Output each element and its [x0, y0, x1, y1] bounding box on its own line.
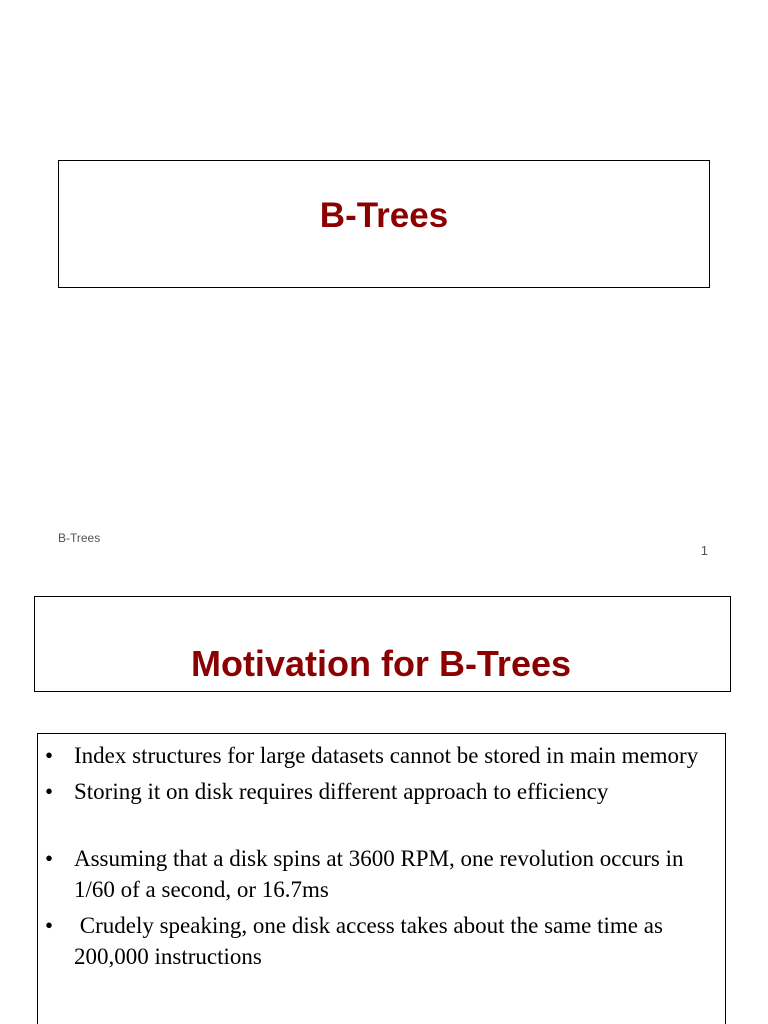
bullet-icon: • [45, 779, 54, 804]
bullet-icon: • [45, 913, 54, 938]
bullet-text-1: Index structures for large datasets cannot be stored in main memory [74, 743, 699, 768]
slide1-footer-label: B-Trees [58, 531, 101, 545]
bullet-icon: • [45, 743, 54, 768]
bullet-text-4: Crudely speaking, one disk access takes about the same time as 200,000 instructions [74, 913, 669, 969]
slide1-page-number: 1 [700, 543, 708, 558]
bullet-item-3 [42, 843, 712, 905]
bullet-icon: • [45, 846, 54, 871]
slide1-title: B-Trees [319, 196, 449, 235]
bullet-item-4 [42, 910, 712, 972]
bullet-item-2 [42, 776, 712, 807]
bullet-text-3: Assuming that a disk spins at 3600 RPM, one revolution occurs in 1/60 of a second, or 16.7ms [74, 846, 684, 902]
bullet-list [42, 740, 712, 977]
bullet-text-2: Storing it on disk requires different approach to efficiency [74, 779, 609, 804]
bullet-item-1 [42, 740, 712, 771]
slide2-title: Motivation for B-Trees [190, 643, 572, 684]
